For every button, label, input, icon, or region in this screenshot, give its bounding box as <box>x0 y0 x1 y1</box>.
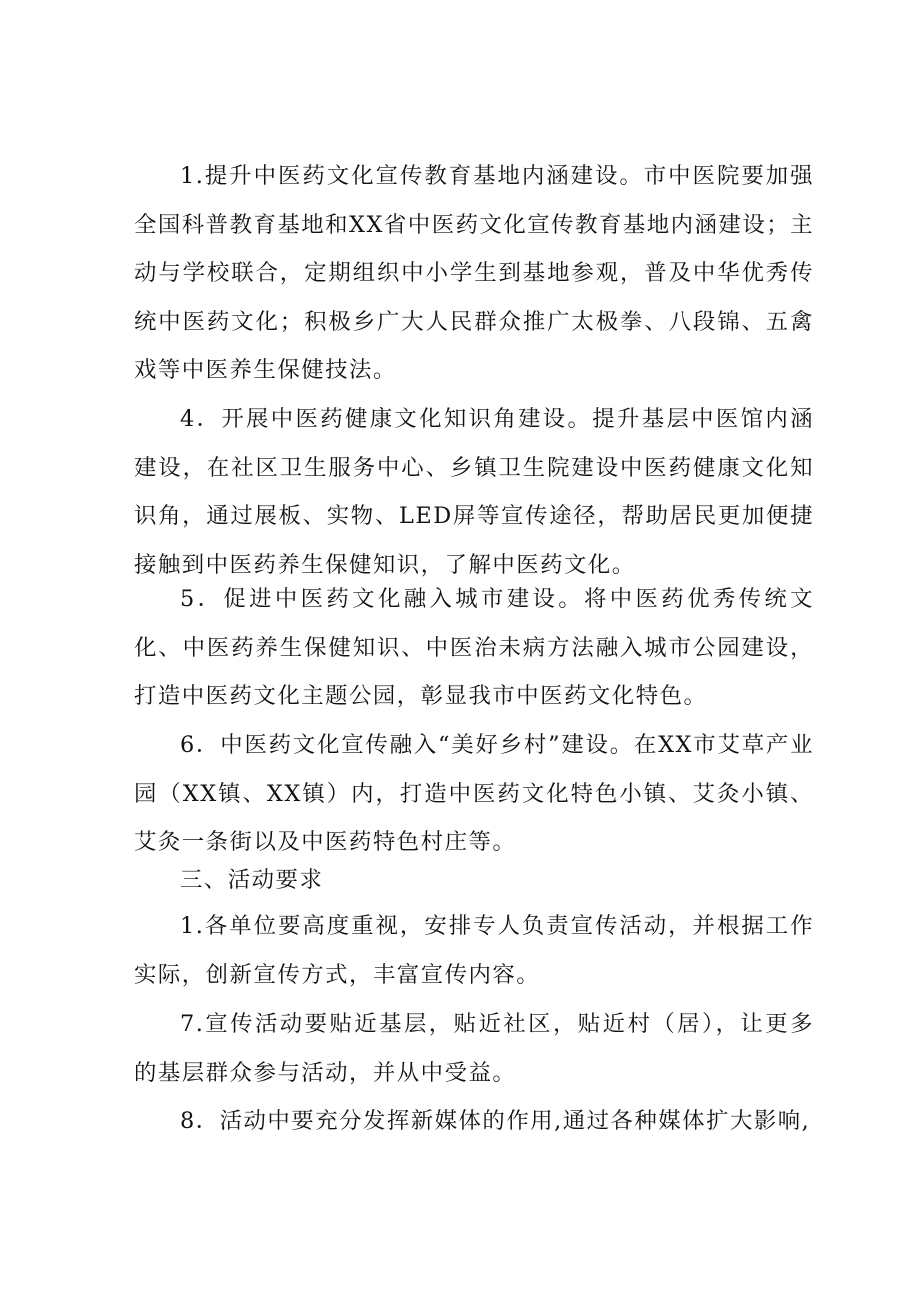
requirement-item-7: 7.宣传活动要贴近基层，贴近社区，贴近村（居），让更多的基层群众参与活动，并从中受益。 <box>134 1011 814 1086</box>
paragraph-item-5: 5．促进中医药文化融入城市建设。将中医药优秀传统文化、中医药养生保健知识、中医治未病方法融入城市公园建设，打造中医药文化主题公园，彰显我市中医药文化特色。 <box>134 586 814 709</box>
requirement-item-1: 1.各单位要高度重视，安排专人负责宣传活动，并根据工作实际，创新宣传方式，丰富宣传内容。 <box>134 913 814 988</box>
paragraph-item-6: 6．中医药文化宣传融入“美好乡村”建设。在XX市艾草产业园（XX镇、XX镇）内，打造中医药文化特色小镇、艾灸小镇、艾灸一条街以及中医药特色村庄等。 <box>134 732 814 855</box>
section-heading: 三、活动要求 <box>180 867 324 893</box>
paragraph-item-4: 4．开展中医药健康文化知识角建设。提升基层中医馆内涵建设，在社区卫生服务中心、乡镇卫生院建设中医药健康文化知识角，通过展板、实物、LED屏等宣传途径，帮助居民更加便捷接触到中医药养生保健知识，了解中医药文化。 <box>134 406 814 578</box>
paragraph-item-1: 1.提升中医药文化宣传教育基地内涵建设。市中医院要加强全国科普教育基地和XX省中医药文化宣传教育基地内涵建设；主动与学校联合，定期组织中小学生到基地参观，普及中华优秀传统中医药文化；积极乡广大人民群众推广太极拳、八段锦、五禽戏等中医养生保健技法。 <box>134 163 814 383</box>
requirement-item-8: 8．活动中要充分发挥新媒体的作用,通过各种媒体扩大影响, <box>180 1108 811 1134</box>
